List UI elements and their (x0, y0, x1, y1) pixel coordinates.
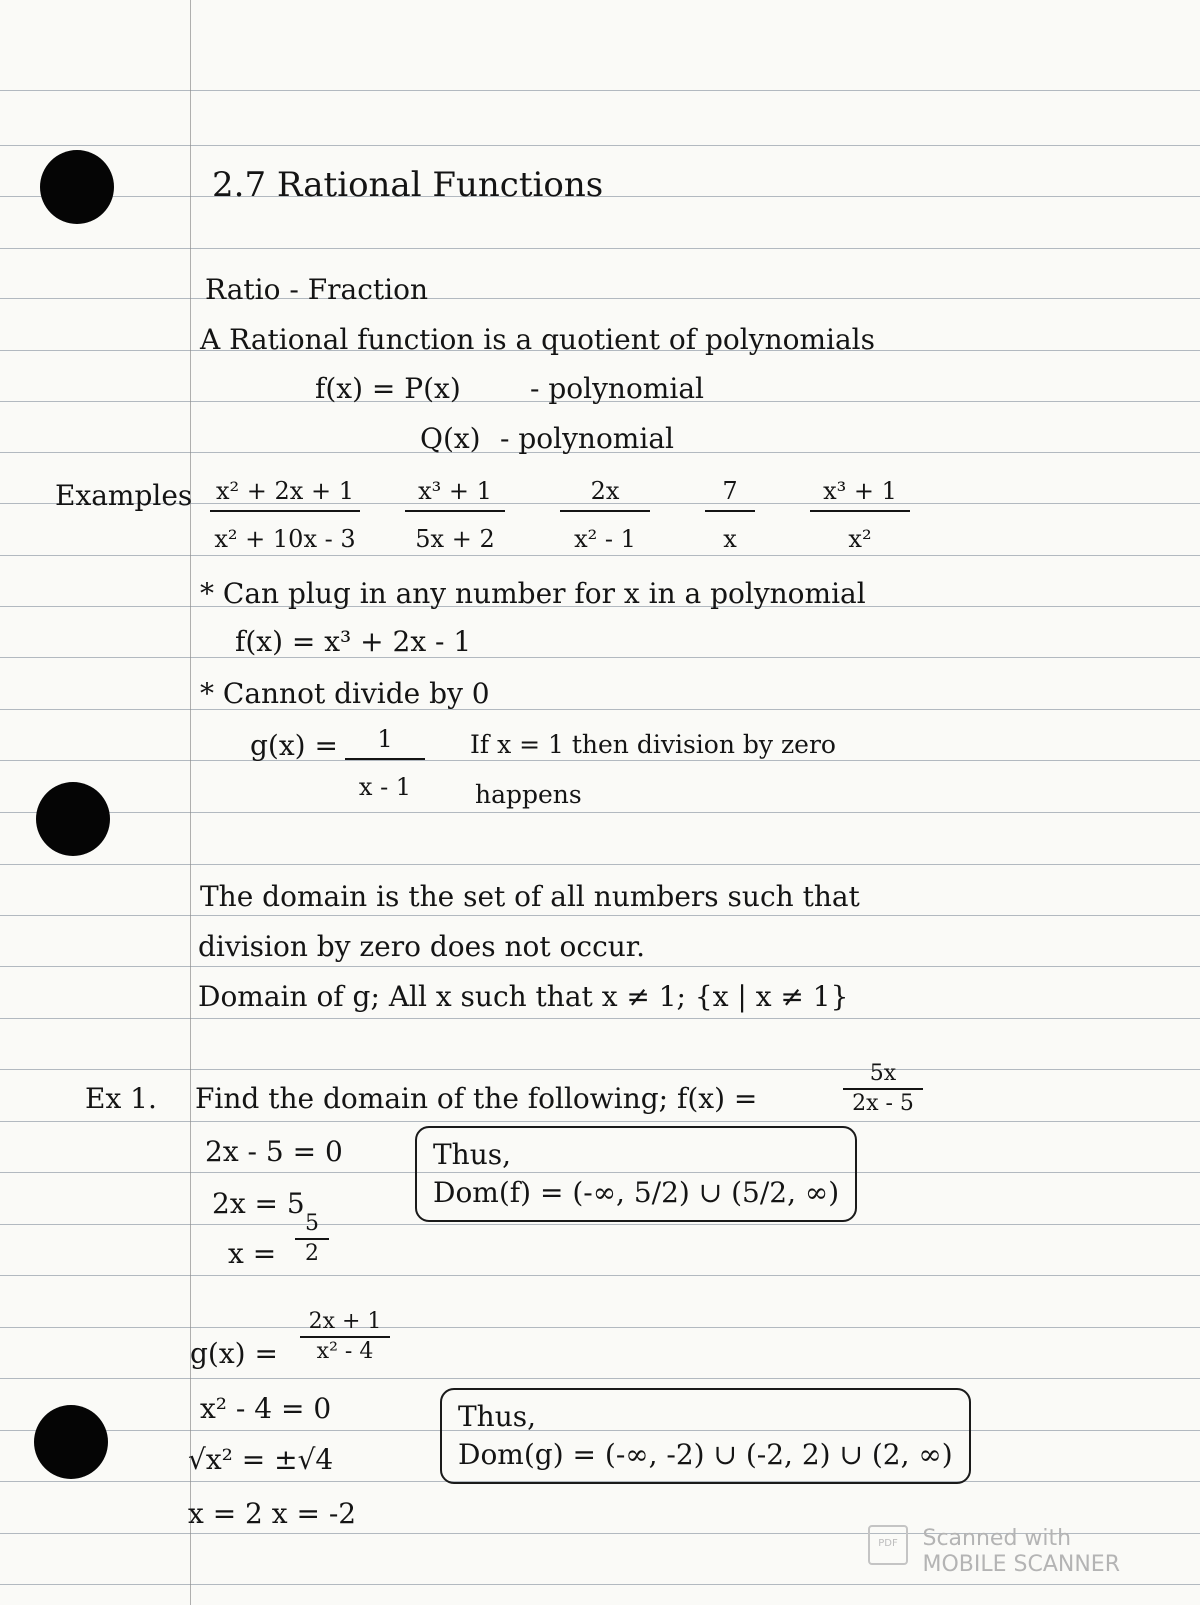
ex2-g-lhs: g(x) = (190, 1337, 278, 1370)
example-denominator: x² (848, 525, 872, 554)
example-fraction (405, 478, 505, 553)
ruled-line (0, 248, 1200, 249)
ruled-line (0, 709, 1200, 710)
example-numerator: 7 (705, 478, 755, 512)
example-fraction (560, 478, 650, 553)
ruled-line (0, 864, 1200, 865)
ex2-fraction (300, 1310, 390, 1364)
g-label: g(x) = (250, 729, 338, 762)
g-fraction (345, 726, 425, 801)
ex1-fraction (843, 1062, 923, 1116)
ruled-line (0, 657, 1200, 658)
ratio-line: Ratio - Fraction (205, 273, 429, 306)
g-denominator: x - 1 (358, 773, 412, 802)
pdf-badge-icon: PDF (868, 1525, 908, 1565)
f-definition: f(x) = P(x) (315, 372, 461, 405)
example-numerator: x³ + 1 (810, 478, 910, 512)
example-numerator: x³ + 1 (405, 478, 505, 512)
q-polynomial-note: - polynomial (500, 422, 674, 455)
ruled-line (0, 1121, 1200, 1122)
ruled-line (0, 1584, 1200, 1585)
domain-definition: The domain is the set of all numbers such that (200, 880, 860, 913)
scanner-watermark (922, 1526, 1120, 1577)
domain-definition-cont: division by zero does not occur. (198, 930, 646, 963)
ex1-numerator: 5x (843, 1062, 923, 1090)
definition-line: A Rational function is a quotient of polynomials (200, 323, 875, 356)
ruled-line (0, 145, 1200, 146)
ex2-denominator: x² - 4 (316, 1339, 374, 1365)
ruled-line (0, 915, 1200, 916)
ex1-thus: Thus, (433, 1138, 512, 1171)
binder-hole (34, 1405, 108, 1479)
g-comment-cont: happens (475, 780, 582, 809)
example-numerator: 2x (560, 478, 650, 512)
g-comment: If x = 1 then division by zero (470, 730, 836, 759)
ruled-line (0, 1275, 1200, 1276)
ruled-line (0, 555, 1200, 556)
example-fraction (705, 478, 755, 553)
page-title: 2.7 Rational Functions (212, 165, 604, 205)
ex1-prompt: Find the domain of the following; f(x) = (195, 1082, 758, 1115)
ex1-step3: x = (228, 1237, 277, 1270)
p-polynomial-note: - polynomial (530, 372, 704, 405)
ex1-step3-denominator: 2 (305, 1241, 319, 1267)
binder-hole (36, 782, 110, 856)
ex2-step1: x² - 4 = 0 (200, 1392, 332, 1425)
ex2-thus: Thus, (458, 1400, 537, 1433)
ex1-result-box (415, 1126, 857, 1222)
ruled-line (0, 812, 1200, 813)
ruled-line (0, 298, 1200, 299)
watermark-line2: MOBILE SCANNER (922, 1551, 1120, 1577)
poly-note: * Can plug in any number for x in a polynomial (200, 577, 866, 610)
ex1-label: Ex 1. (85, 1082, 157, 1115)
g-numerator: 1 (345, 726, 425, 760)
example-denominator: 5x + 2 (415, 525, 495, 554)
example-numerator: x² + 2x + 1 (210, 478, 360, 512)
ruled-line (0, 1018, 1200, 1019)
ruled-line (0, 1327, 1200, 1328)
ex2-step2: √x² = ±√4 (188, 1443, 334, 1476)
example-denominator: x² - 1 (574, 525, 636, 554)
ex2-result-box (440, 1388, 971, 1484)
ruled-line (0, 1069, 1200, 1070)
ex1-result: Dom(f) = (-∞, 5/2) ∪ (5/2, ∞) (433, 1175, 840, 1209)
ruled-line (0, 1224, 1200, 1225)
example-denominator: x (723, 525, 737, 554)
watermark-line1: Scanned with (922, 1526, 1072, 1552)
ex2-result: Dom(g) = (-∞, -2) ∪ (-2, 2) ∪ (2, ∞) (458, 1437, 953, 1471)
ex1-step2: 2x = 5 (212, 1187, 305, 1220)
poly-example: f(x) = x³ + 2x - 1 (235, 625, 472, 658)
ex1-step1: 2x - 5 = 0 (205, 1135, 343, 1168)
domain-of-g: Domain of g; All x such that x ≠ 1; {x | x ≠ 1} (198, 980, 849, 1013)
ex1-step3-fraction (295, 1212, 329, 1266)
example-fraction (210, 478, 360, 553)
example-denominator: x² + 10x - 3 (214, 525, 356, 554)
ex1-step3-numerator: 5 (295, 1212, 329, 1240)
example-fraction (810, 478, 910, 553)
ex2-step3: x = 2 x = -2 (188, 1497, 357, 1530)
ruled-line (0, 1378, 1200, 1379)
ex2-numerator: 2x + 1 (300, 1310, 390, 1338)
binder-hole (40, 150, 114, 224)
divide-note: * Cannot divide by 0 (200, 677, 490, 710)
q-definition: Q(x) (420, 422, 481, 455)
ruled-line (0, 966, 1200, 967)
examples-label: Examples (55, 479, 193, 512)
ruled-line (0, 760, 1200, 761)
ruled-line (0, 90, 1200, 91)
ex1-denominator: 2x - 5 (852, 1091, 914, 1117)
